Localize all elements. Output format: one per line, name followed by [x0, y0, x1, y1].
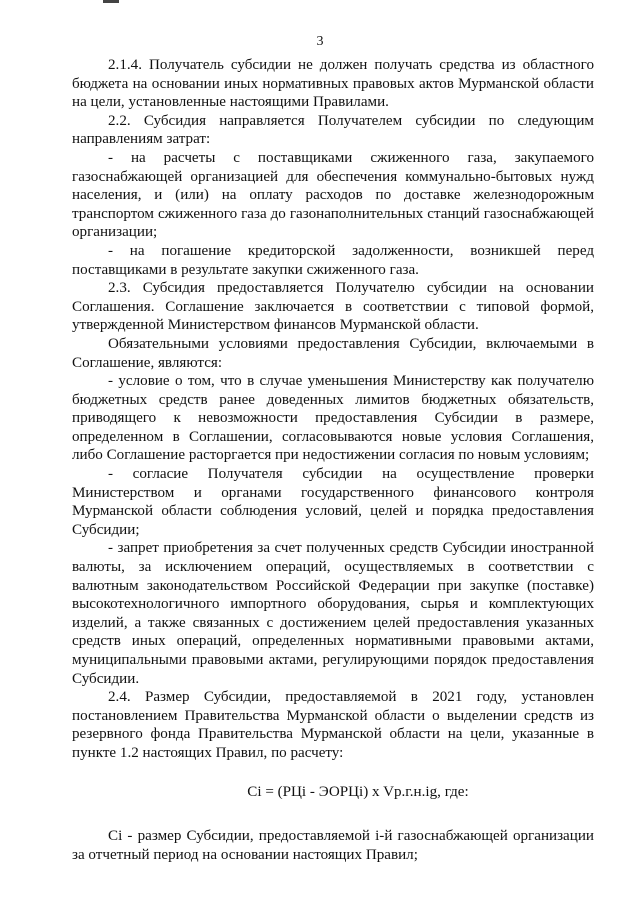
page-number: 3 [316, 34, 324, 49]
document-body [72, 56, 594, 864]
scan-mark [103, 0, 119, 3]
paragraph-mandatory-conditions: Обязательными условиями предоставления Субсидии, включаемыми в Соглашение, являются: [72, 335, 594, 371]
paragraph-2-1-4: 2.1.4. Получатель субсидии не должен получать средства из областного бюджета на основании иных нормативных правовых актов Мурманской области на цели, установленные настоящими Правилами. [72, 57, 594, 111]
list-item-gas-suppliers: - на расчеты с поставщиками сжиженного газа, закупаемого газоснабжающей организацией для обеспечения коммунально-бытовых нужд населения, и (или) на оплату расходов по доставке железнодорожным транспортом сжиженного газа до газонаполнительных станций газоснабжающей организации; [72, 149, 594, 241]
paragraph-2-3: 2.3. Субсидия предоставляется Получателю субсидии на основании Соглашения. Соглашение заключается в соответствии с типовой формой, утвержденной Министерством финансов Мурманской области. [72, 280, 594, 334]
paragraph-2-2: 2.2. Субсидия направляется Получателем субсидии по следующим направлениям затрат: [72, 112, 594, 148]
definition-ci: Ci - размер Субсидии, предоставляемой i-й газоснабжающей организации за отчетный период на основании настоящих Правил; [72, 828, 594, 863]
paragraph-2-4: 2.4. Размер Субсидии, предоставляемой в 2021 году, установлен постановлением Правительства Мурманской области о выделении средств из резервного фонда Правительства Мурманской области на цели, указанные в пункте 1.2 настоящих Правил, по расчету: [72, 689, 594, 761]
list-item-condition-currency-ban: - запрет приобретения за счет полученных средств Субсидии иностранной валюты, за исключением операций, осуществляемых в соответствии с валютным законодательством Российской Федерации при закупке (поставке) высокотехнологичного импортного оборудования, сырья и комплектующих изделий, а также связанных с достижением целей предоставления указанных средств иных операций, определенных нормативными правовыми актами, муниципальными правовыми актами, регулирующими порядок предоставления Субсидии. [72, 540, 594, 687]
list-item-condition-limits: - условие о том, что в случае уменьшения Министерству как получателю бюджетных средств ранее доведенных лимитов бюджетных обязательств, приводящего к невозможности предоставления Субсидии в размере, определенном в Соглашении, согласовываются новые условия Соглашения, либо Соглашение расторгается при недостижении согласия по новым условиям; [72, 373, 594, 464]
list-item-debt-repayment: - на погашение кредиторской задолженности, возникшей перед поставщиками в результате закупки сжиженного газа. [72, 242, 594, 278]
list-item-condition-consent: - согласие Получателя субсидии на осуществление проверки Министерством и органами государственного финансового контроля Мурманской области соблюдения условий, целей и порядка предоставления Субсидии; [72, 466, 594, 538]
subsidy-formula: Ci = (РЦi - ЭОРЦi) x Vр.г.н.ig, где: [247, 783, 469, 800]
